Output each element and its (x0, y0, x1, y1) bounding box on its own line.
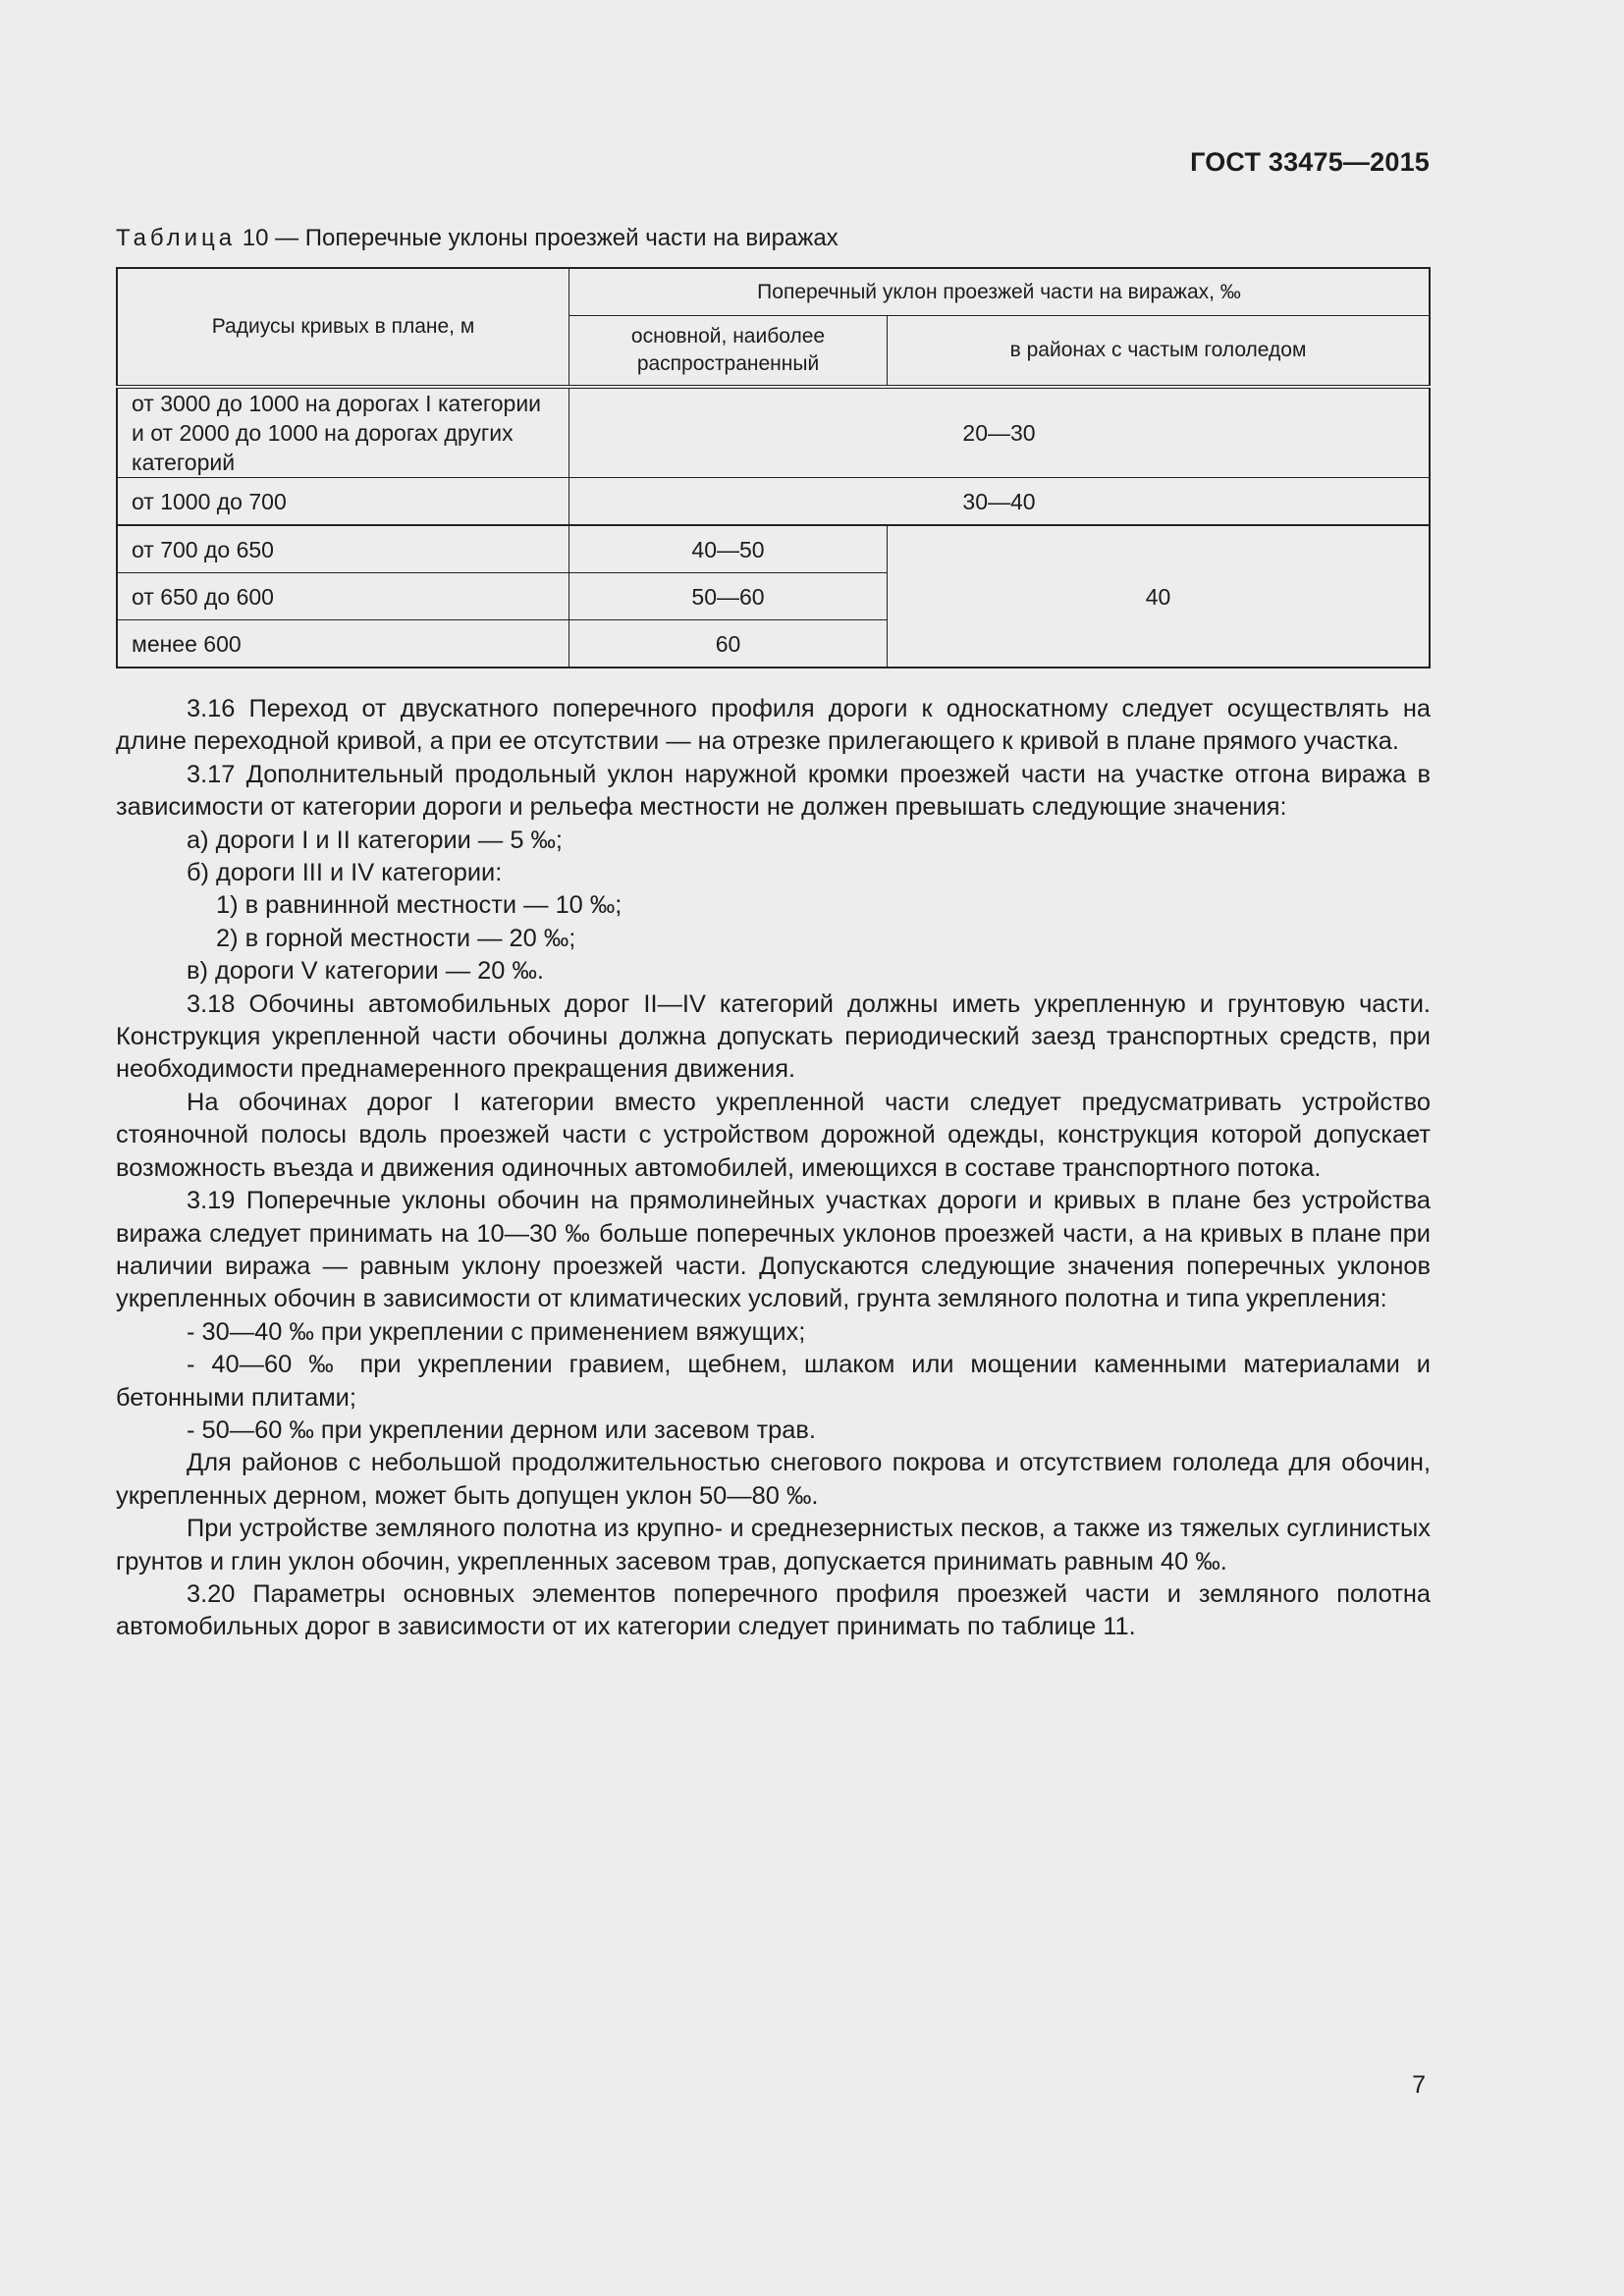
paragraph: На обочинах дорог I категории вместо укрепленной части следует предусматривать устройство стояночной полосы вдоль проезжей части с устройством дорожной одежды, конструкция которой допускает возможность въезда и движения одиночных автомобилей, имеющихся в составе транспортного потока. (116, 1088, 1431, 1182)
table-caption-title: 10 — Поперечные уклоны проезжей части на виражах (236, 225, 839, 251)
body-text (116, 693, 1431, 1644)
standard-code: ГОСТ 33475—2015 (1190, 147, 1430, 177)
page-number: 7 (1412, 2071, 1426, 2099)
table-row (117, 525, 1430, 573)
slope-cell: 30—40 (569, 478, 1431, 526)
ice-slope-cell: 40 (888, 525, 1431, 667)
slope-cell: 50—60 (569, 573, 888, 620)
list-item: - 30—40 ‰ при укреплении с применением вяжущих; (187, 1317, 806, 1346)
paragraph: При устройстве земляного полотна из крупно- и среднезернистых песков, а также из тяжелых суглинистых грунтов и глин уклон обочин, укрепленных засевом трав, допускается принимать равным 40 ‰. (116, 1515, 1431, 1575)
table-caption (116, 225, 839, 252)
column-header-slope-group: Поперечный уклон проезжей части на виражах, ‰ (569, 268, 1431, 316)
column-header-main: основной, наиболее распространенный (569, 316, 888, 388)
table-row (117, 478, 1430, 526)
list-item: - 50—60 ‰ при укреплении дерном или засевом трав. (187, 1415, 816, 1444)
table-row (117, 387, 1430, 478)
slope-cell: 60 (569, 620, 888, 668)
slope-cell: 40—50 (569, 525, 888, 573)
list-item: 1) в равнинной местности — 10 ‰; (216, 891, 623, 920)
paragraph: Для районов с небольшой продолжительностью снегового покрова и отсутствием гололеда для обочин, укрепленных дерном, может быть допущен уклон 50—80 ‰. (116, 1449, 1431, 1510)
radius-cell: от 700 до 650 (117, 525, 569, 573)
table-caption-label: Таблица (116, 225, 237, 251)
radius-cell: от 3000 до 1000 на дорогах I категории и от 2000 до 1000 на дорогах других категорий (117, 387, 569, 478)
column-header-ice: в районах с частым гололедом (888, 316, 1431, 388)
radius-cell: от 650 до 600 (117, 573, 569, 620)
radius-cell: от 1000 до 700 (117, 478, 569, 526)
list-item: 2) в горной местности — 20 ‰; (216, 924, 576, 952)
list-item: а) дороги I и II категории — 5 ‰; (187, 826, 563, 854)
paragraph-3-16: 3.16 Переход от двускатного поперечного профиля дороги к односкатному следует осуществлять на длине переходной кривой, а при ее отсутствии — на отрезке прилегающего к кривой в плане прямого участка. (116, 695, 1431, 756)
slope-cell: 20—30 (569, 387, 1431, 478)
paragraph-3-20: 3.20 Параметры основных элементов поперечного профиля проезжей части и земляного полотна автомобильных дорог в зависимости от их категории следует принимать по таблице 11. (116, 1579, 1431, 1641)
column-header-radius: Радиусы кривых в плане, м (117, 268, 569, 387)
list-item: б) дороги III и IV категории: (187, 859, 503, 887)
radius-cell: менее 600 (117, 620, 569, 668)
slopes-table (116, 267, 1431, 668)
paragraph-3-18: 3.18 Обочины автомобильных дорог II—IV категорий должны иметь укрепленную и грунтовую части. Конструкция укрепленной части обочины должна допускать периодический заезд транспортных средств, при необходимости преднамеренного прекращения движения. (116, 989, 1431, 1084)
list-item: - 40—60 ‰ при укреплении гравием, щебнем, шлаком или мощении каменными материалами и бетонными плитами; (116, 1351, 1431, 1412)
paragraph-3-19: 3.19 Поперечные уклоны обочин на прямолинейных участках дороги и кривых в плане без устройства виража следует принимать на 10—30 ‰ больше поперечных уклонов проезжей части, а на кривых в плане при наличии виража — равным уклону проезжей части. Допускаются следующие значения поперечных уклонов укрепленных обочин в зависимости от климатических условий, грунта земляного полотна и типа укрепления: (116, 1187, 1431, 1313)
paragraph-3-17: 3.17 Дополнительный продольный уклон наружной кромки проезжей части на участке отгона виража в зависимости от категории дороги и рельефа местности не должен превышать следующие значения: (116, 760, 1431, 822)
list-item: в) дороги V категории — 20 ‰. (187, 957, 544, 986)
